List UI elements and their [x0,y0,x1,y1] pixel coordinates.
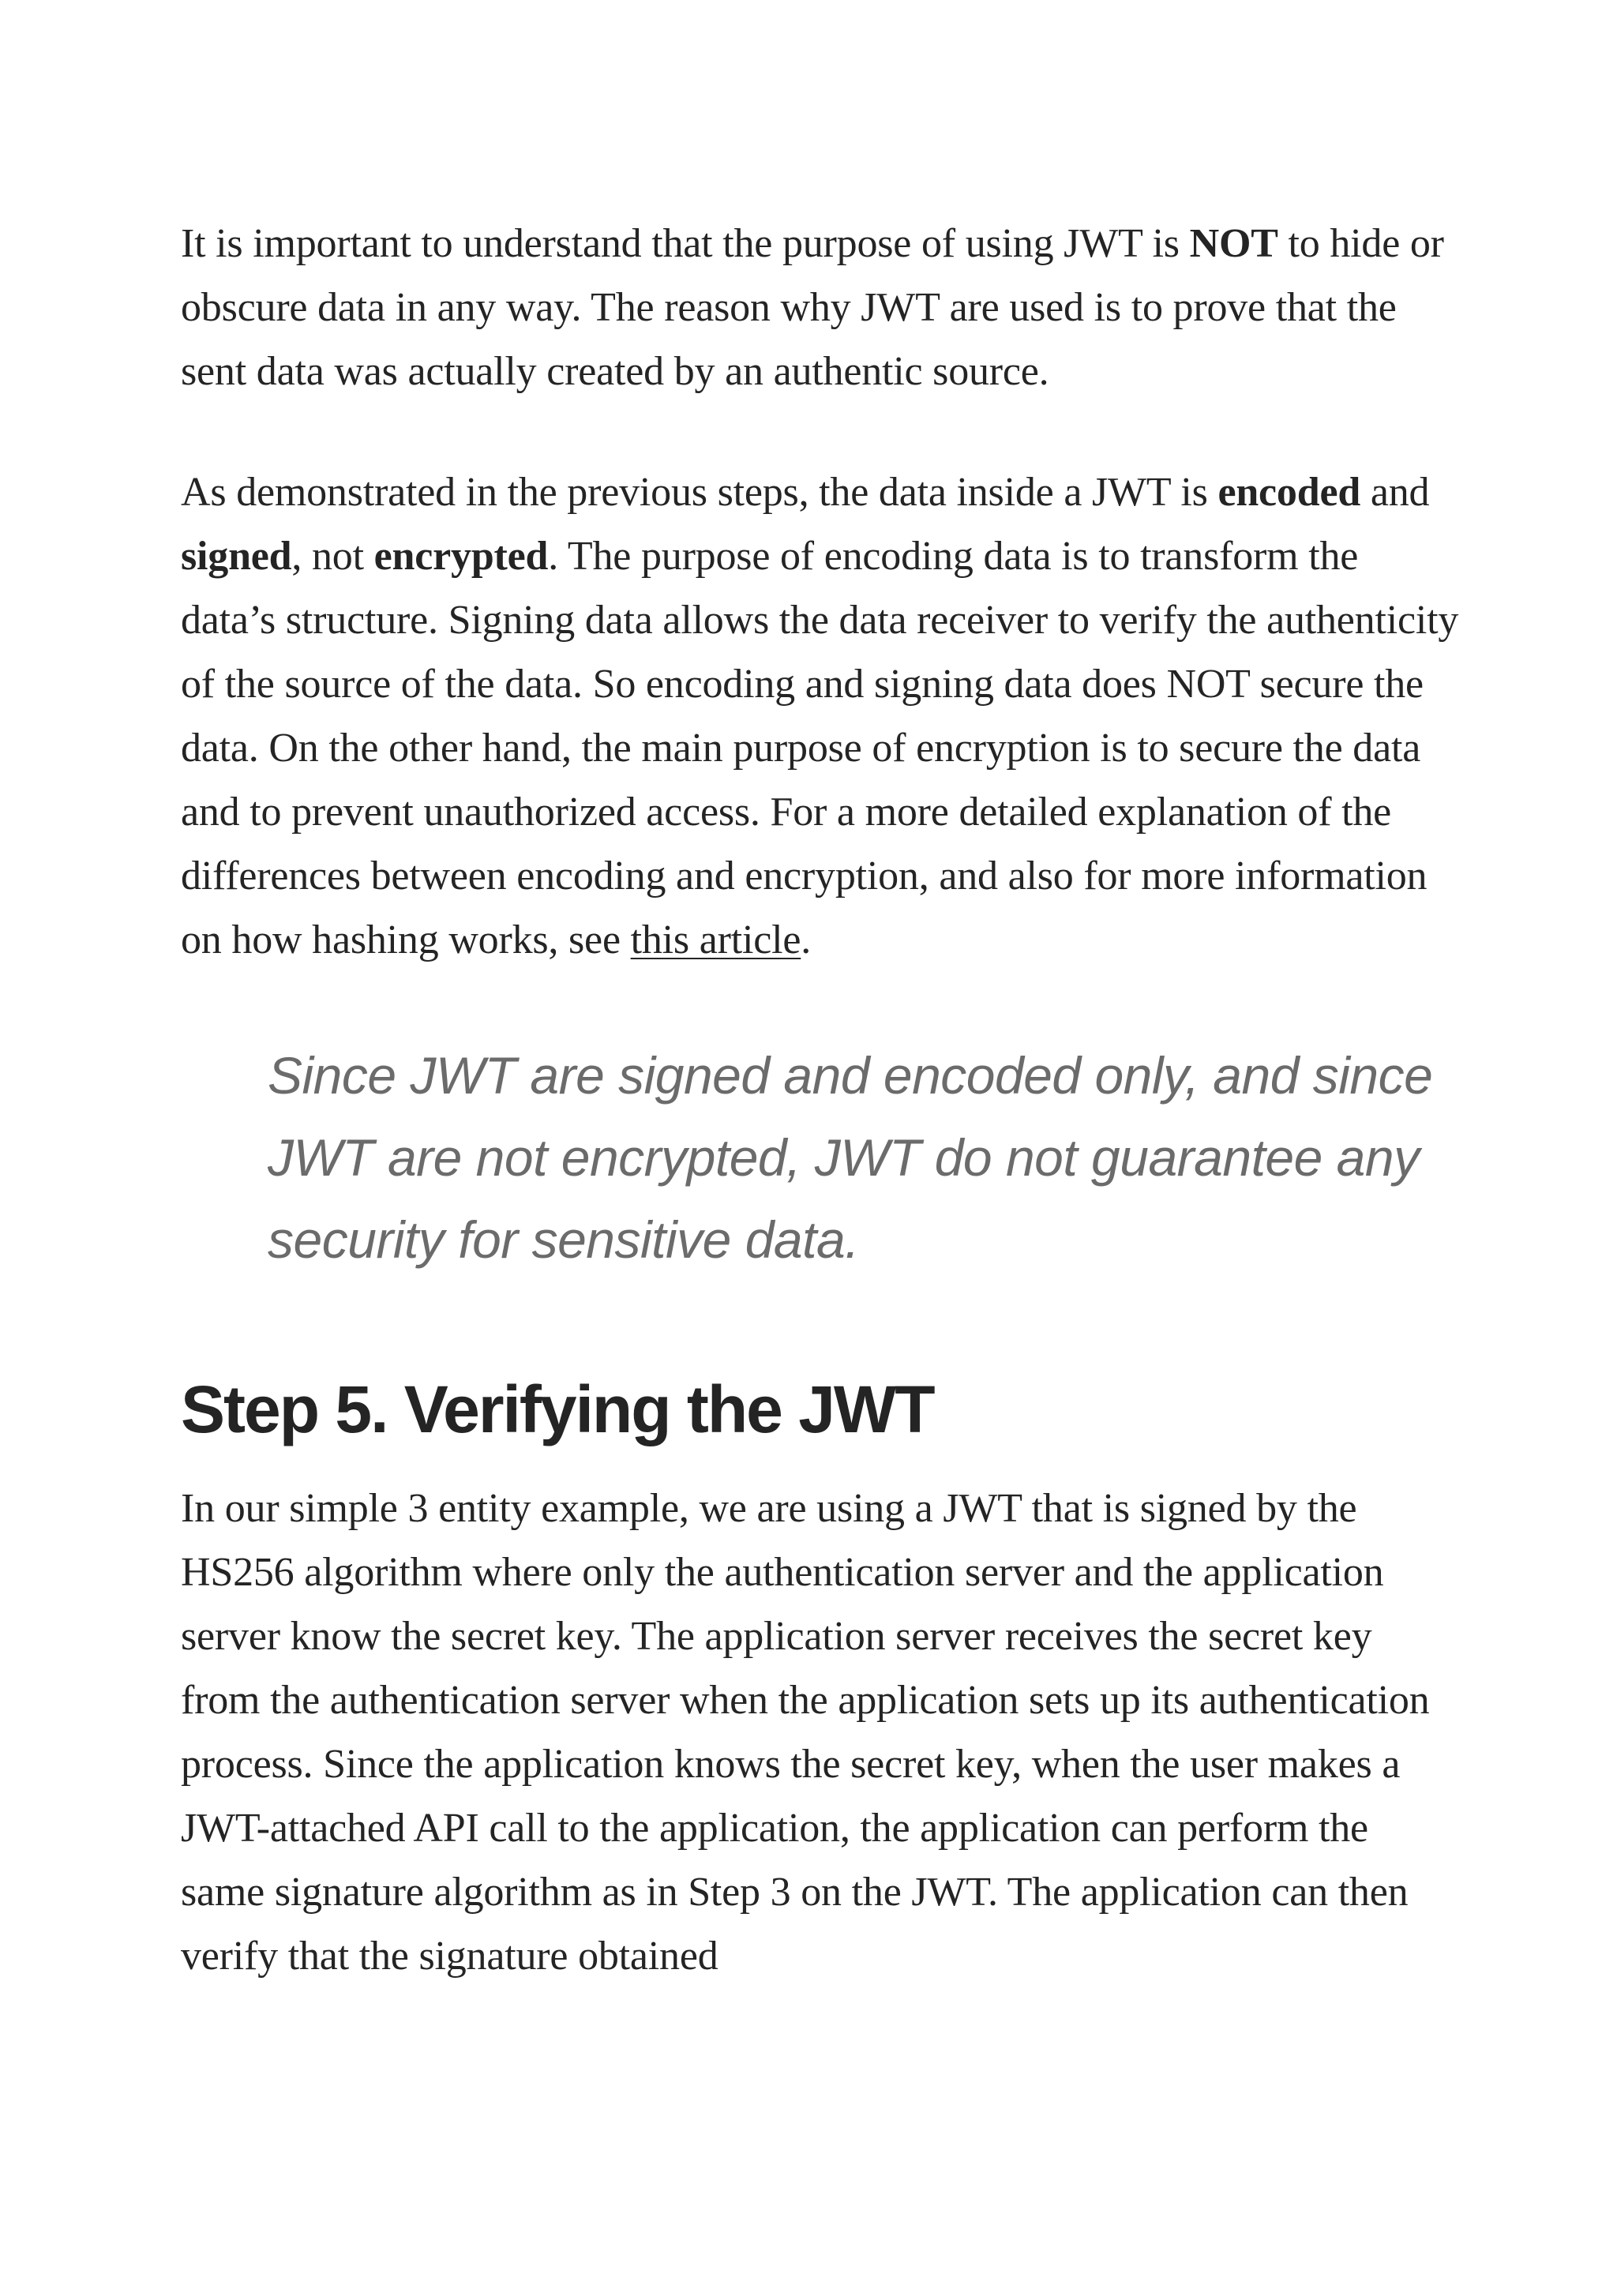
paragraph-encoding-text-3: , not [291,534,374,579]
article-body [181,212,1460,1988]
this-article-link[interactable]: this article [630,917,801,962]
paragraph-encoding-text-5: . [801,917,812,962]
paragraph-purpose-text-1: It is important to understand that the purpose of using JWT is [181,221,1190,266]
paragraph-verifying: In our simple 3 entity example, we are using a JWT that is signed by the HS256 algorithm where only the authentication server and the application server know the secret key. The application server receives the secret key from the authentication server when the application sets up its authentication process. Since the application knows the secret key, when the user makes a JWT-attached API call to the application, the application can perform the same signature algorithm as in Step 3 on the JWT. The application can then verify that the signature obtained [181,1486,1430,1979]
paragraph-encoding-text-4: . The purpose of encoding data is to transform the data’s structure. Signing data allows the data receiver to verify the authenticity of the source of the data. So encoding and signing data does NOT secure the data. On the other hand, the main purpose of encryption is to secure the data and to prevent unauthorized access. For a more detailed explanation of the differences between encoding and encryption, and also for more information on how hashing works, see [181,534,1459,962]
bold-encrypted: encrypted [373,534,549,579]
bold-signed: signed [181,534,292,579]
pull-quote: Since JWT are signed and encoded only, and since JWT are not encrypted, JWT do not guarantee any security for sensitive data. [268,1046,1433,1269]
bold-encoded: encoded [1217,470,1361,515]
section-heading: Step 5. Verifying the JWT [181,1372,934,1446]
paragraph-purpose-text-2: to hide or obscure data in any way. The reason why JWT are used is to prove that the sent data was actually created by an authentic source. [181,221,1444,394]
paragraph-purpose [181,212,1460,403]
paragraph-encoding-text-1: As demonstrated in the previous steps, the data inside a JWT is [181,470,1218,515]
paragraph-encoding-text-2: and [1360,470,1430,515]
paragraph-encoding [181,460,1460,972]
bold-not: NOT [1189,221,1278,266]
